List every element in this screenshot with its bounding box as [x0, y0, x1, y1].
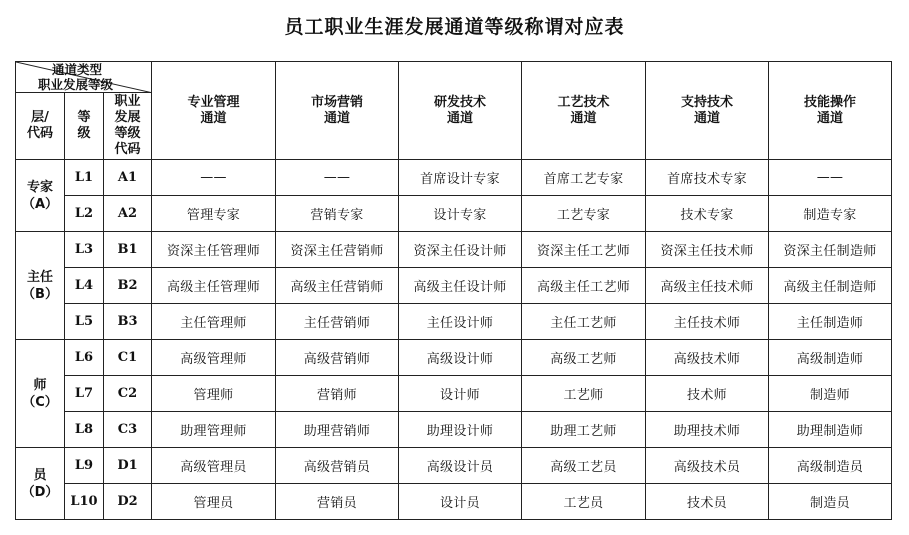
- title-cell: 高级技术员: [646, 448, 769, 484]
- title-cell: 高级设计师: [399, 340, 522, 376]
- title-cell: 管理专家: [152, 196, 276, 232]
- title-cell: 主任营销师: [276, 304, 399, 340]
- table-row: [16, 412, 892, 448]
- title-cell: 助理技术师: [646, 412, 769, 448]
- level-grade-cell: L7: [65, 376, 104, 412]
- title-cell: 资深主任营销师: [276, 232, 399, 268]
- grade-header-line1: 等: [77, 110, 91, 125]
- level-code-header-line4: 代码: [114, 142, 141, 157]
- title-cell: 主任技术师: [646, 304, 769, 340]
- career-level-table: [15, 61, 892, 520]
- level-grade-cell: L9: [65, 448, 104, 484]
- title-cell: 主任制造师: [769, 304, 892, 340]
- channel-header-3-line2: 通道: [446, 110, 473, 126]
- title-cell: 工艺专家: [522, 196, 646, 232]
- title-cell: 助理工艺师: [522, 412, 646, 448]
- page-title: 员工职业生涯发展通道等级称谓对应表: [284, 16, 625, 38]
- title-cell: ——: [769, 160, 892, 196]
- table-row: [16, 448, 892, 484]
- title-cell: 助理营销师: [276, 412, 399, 448]
- title-cell: 助理设计师: [399, 412, 522, 448]
- tier-name: 专家: [26, 179, 53, 195]
- level-grade-cell: L1: [65, 160, 104, 196]
- title-cell: 高级主任设计师: [399, 268, 522, 304]
- channel-header-5: [646, 62, 769, 160]
- tier-code: （D）: [21, 484, 59, 500]
- title-cell: 首席工艺专家: [522, 160, 646, 196]
- corner-label-channel-type: 通道类型: [52, 62, 103, 77]
- title-cell: 制造师: [769, 376, 892, 412]
- title-cell: 首席设计专家: [399, 160, 522, 196]
- level-code-header-line3: 等级: [114, 126, 141, 141]
- title-cell: 高级营销员: [276, 448, 399, 484]
- table-row: [16, 376, 892, 412]
- title-cell: 制造专家: [769, 196, 892, 232]
- tier-cell: [16, 160, 65, 232]
- level-grade-cell: L4: [65, 268, 104, 304]
- title-cell: 主任设计师: [399, 304, 522, 340]
- level-code-cell: B3: [104, 304, 152, 340]
- table-row: [16, 160, 892, 196]
- channel-header-6: [769, 62, 892, 160]
- title-cell: 高级制造师: [769, 340, 892, 376]
- title-cell: 资深主任管理师: [152, 232, 276, 268]
- level-code-cell: C1: [104, 340, 152, 376]
- corner-label-career-level: 职业发展等级: [38, 77, 114, 92]
- title-cell: 高级工艺员: [522, 448, 646, 484]
- title-cell: 助理管理师: [152, 412, 276, 448]
- channel-header-4: [522, 62, 646, 160]
- table-row: [16, 268, 892, 304]
- channel-header-3-line1: 研发技术: [433, 94, 486, 110]
- level-grade-cell: L5: [65, 304, 104, 340]
- title-cell: 高级管理师: [152, 340, 276, 376]
- title-cell: 资深主任技术师: [646, 232, 769, 268]
- table-row: [16, 340, 892, 376]
- table-row: [16, 196, 892, 232]
- title-cell: 技术专家: [646, 196, 769, 232]
- tier-cell: [16, 232, 65, 340]
- channel-header-6-line2: 通道: [816, 110, 843, 126]
- title-cell: 高级营销师: [276, 340, 399, 376]
- title-cell: 工艺员: [522, 484, 646, 520]
- channel-header-2-line2: 通道: [323, 110, 350, 126]
- channel-header-4-line1: 工艺技术: [557, 94, 610, 110]
- channel-header-3: [399, 62, 522, 160]
- title-cell: 工艺师: [522, 376, 646, 412]
- title-cell: 制造员: [769, 484, 892, 520]
- tier-code-header-line2: 代码: [26, 126, 53, 141]
- channel-header-2: [276, 62, 399, 160]
- title-cell: 设计专家: [399, 196, 522, 232]
- title-cell: 营销专家: [276, 196, 399, 232]
- channel-header-6-line1: 技能操作: [803, 94, 856, 110]
- tier-cell: [16, 340, 65, 448]
- grade-header: [65, 93, 104, 160]
- title-cell: 主任工艺师: [522, 304, 646, 340]
- title-cell: 管理师: [152, 376, 276, 412]
- table-row: [16, 484, 892, 520]
- channel-header-5-line2: 通道: [693, 110, 720, 126]
- title-cell: 高级设计员: [399, 448, 522, 484]
- table-row: [16, 304, 892, 340]
- title-cell: 资深主任工艺师: [522, 232, 646, 268]
- level-code-header-line1: 职业: [114, 94, 141, 109]
- level-code-cell: B1: [104, 232, 152, 268]
- level-code-cell: D2: [104, 484, 152, 520]
- channel-header-4-line2: 通道: [570, 110, 597, 126]
- title-cell: 营销员: [276, 484, 399, 520]
- level-code-cell: C2: [104, 376, 152, 412]
- tier-cell: [16, 448, 65, 520]
- title-cell: 高级主任管理师: [152, 268, 276, 304]
- title-cell: 营销师: [276, 376, 399, 412]
- title-cell: 高级主任工艺师: [522, 268, 646, 304]
- level-code-header-line2: 发展: [114, 110, 141, 125]
- tier-code: （A）: [21, 196, 59, 212]
- level-code-cell: D1: [104, 448, 152, 484]
- grade-header-line2: 级: [77, 126, 91, 141]
- level-grade-cell: L3: [65, 232, 104, 268]
- level-grade-cell: L6: [65, 340, 104, 376]
- title-cell: 资深主任设计师: [399, 232, 522, 268]
- level-code-header: [104, 93, 152, 160]
- level-code-cell: C3: [104, 412, 152, 448]
- title-cell: 管理员: [152, 484, 276, 520]
- level-code-cell: B2: [104, 268, 152, 304]
- tier-code: （C）: [22, 394, 58, 410]
- level-grade-cell: L2: [65, 196, 104, 232]
- title-cell: ——: [152, 160, 276, 196]
- title-cell: 技术师: [646, 376, 769, 412]
- tier-code-header-line1: 层/: [31, 110, 49, 125]
- corner-header-cell: [16, 62, 152, 93]
- title-cell: 高级制造员: [769, 448, 892, 484]
- channel-header-5-line1: 支持技术: [680, 94, 733, 110]
- title-cell: 高级管理员: [152, 448, 276, 484]
- channel-header-1-line1: 专业管理: [187, 94, 240, 110]
- level-code-cell: A1: [104, 160, 152, 196]
- title-cell: 主任管理师: [152, 304, 276, 340]
- title-cell: 设计员: [399, 484, 522, 520]
- tier-name: 师: [33, 377, 47, 393]
- channel-header-1-line2: 通道: [200, 110, 227, 126]
- channel-header-1: [152, 62, 276, 160]
- title-cell: 高级工艺师: [522, 340, 646, 376]
- title-cell: ——: [276, 160, 399, 196]
- table-row: [16, 232, 892, 268]
- tier-code-header: [16, 93, 65, 160]
- title-cell: 高级主任技术师: [646, 268, 769, 304]
- level-grade-cell: L8: [65, 412, 104, 448]
- title-cell: 资深主任制造师: [769, 232, 892, 268]
- level-grade-cell: L10: [65, 484, 104, 520]
- tier-code: （B）: [22, 286, 58, 302]
- title-cell: 助理制造师: [769, 412, 892, 448]
- channel-header-2-line1: 市场营销: [310, 94, 363, 110]
- title-cell: 高级主任营销师: [276, 268, 399, 304]
- level-code-cell: A2: [104, 196, 152, 232]
- title-cell: 高级主任制造师: [769, 268, 892, 304]
- title-cell: 设计师: [399, 376, 522, 412]
- tier-name: 主任: [26, 269, 53, 285]
- title-cell: 高级技术师: [646, 340, 769, 376]
- title-cell: 首席技术专家: [646, 160, 769, 196]
- title-cell: 技术员: [646, 484, 769, 520]
- tier-name: 员: [33, 467, 47, 483]
